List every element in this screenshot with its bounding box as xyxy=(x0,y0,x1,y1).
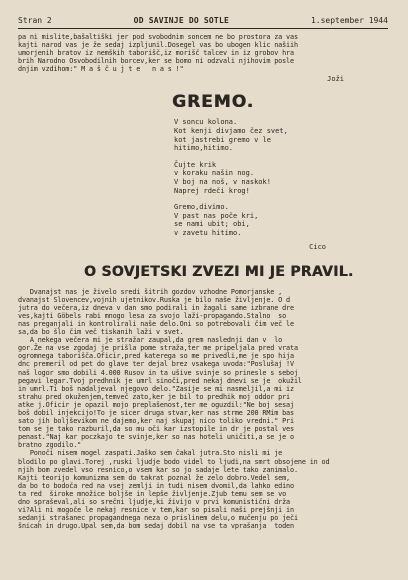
page-number: Stran 2 xyxy=(18,16,52,25)
text-line: atke j.Oficir je opazil mojo preplašenost,ter me oguzdil:"Ne boj sesaj xyxy=(18,400,294,409)
poem-line: V past nas poče kri, xyxy=(174,211,259,220)
text-line: sa,da bo šlo čim več tiskanih laži v svet. xyxy=(18,328,184,337)
text-line: pegavi legar.Tvoj predhnik je umrl sinoči,pred nekaj dnevi se je okužil xyxy=(18,376,302,385)
text-line: tom se je tako razburil,da so mu oči kar izstopile in dr je postal ves xyxy=(18,425,294,434)
text-line: njih bom zvedel vso resnico,o vsem kar so jo sadaje lete tako zanimalo. xyxy=(18,465,298,474)
text-line: naš logor smo dobili 4.000 Rusov in ta ušive svinje so prinesle s seboj xyxy=(18,368,298,377)
intro-text xyxy=(18,33,388,73)
text-line: dvanajst Slovencev,vojnih ujetnikov.Ruska je bilo naše življenje. O d xyxy=(18,295,291,304)
poem-title: GREMO. xyxy=(172,92,255,113)
newspaper-title: OD SAVINJE DO SOTLE xyxy=(133,16,229,25)
article-title: O SOVJETSKI ZVEZI MI JE PRAVIL. xyxy=(84,263,354,280)
text-line: gor.Že na vse zgodaj je prišla pome straža,ter me pripeljala pred vrata xyxy=(18,344,298,353)
text-line: vi?Ali ni mogoče le nekaj resnice v tem,kar so pisali naši prejšnji in xyxy=(18,506,294,515)
poem-signature: Cico xyxy=(309,242,326,251)
text-line: sato jih boljševikom ne dajemo,ker naj skupaj nico toliko vredni." Pri xyxy=(18,417,294,426)
text-line: blodilo po glavi.Torej ,ruski ljudje bodo videl to ljudi,na smrt obsojene in od xyxy=(18,457,330,466)
text-line: nas preganjali in kontrolirali naše delo.Oni so potrebovali čim več le xyxy=(18,319,294,328)
poem-line: v koraku našin nog. xyxy=(174,169,255,178)
poem-line: se nami ubit; obi, xyxy=(174,220,250,229)
poem xyxy=(174,118,388,237)
text-line: bratno zgodilo." xyxy=(18,441,82,450)
text-line: pa ni mislite,bašaltiški jer pod svobodnim soncem ne bo prostora za vas xyxy=(18,33,298,41)
text-line: šnicah in drugo.Upal sem,da bom sedaj dobil na vse ta vprašanja toden xyxy=(18,522,294,531)
poem-stanza xyxy=(174,203,388,237)
poem-line: Čujte krik xyxy=(174,160,217,169)
poem-line: hitimo,hitimo. xyxy=(174,144,234,153)
issue-date: 1.september 1944 xyxy=(310,16,388,25)
text-line: strahu pred okuženjem,temveč zato,ker je bil to predhik moj oddor pri xyxy=(18,392,291,401)
text-line: jutra do večera,iz dneva v dan smo podirali in žagali same izbrane dre xyxy=(18,303,294,312)
text-line: ves,kajti Göbels rabi mnogo lesa za svojo laži-propagando.Stalno so xyxy=(18,311,287,320)
page-header xyxy=(18,16,388,26)
text-line: in umrl.Ti boš nadaljeval njegovo delo."Zasije se mi nasmeljil,a mi iz xyxy=(18,384,294,393)
header-rule xyxy=(18,28,388,29)
text-line: Ponoči nisem mogel zaspati.Jaško sem čakal jutra.Sto nisli mi je xyxy=(18,449,283,458)
text-line: sedanji strašanec propagandnega neza o prislinem delu,o mučenju po ječi xyxy=(18,514,298,523)
text-line: Kajti teorijo komunizma sem do takrat poznal že zelo dobro.Vedel sem, xyxy=(18,473,291,482)
text-line: umorjenih bratov iz nemških taborišč,iz morišč talcev in iz grobov hra xyxy=(18,49,294,58)
poem-line: V boj na noš, v naskok! xyxy=(174,178,271,187)
text-line: ta red široke množice boljše in lepše življenje.Zjub temu sem se vo xyxy=(18,489,287,498)
text-line: da bo to bodoča red na vsej zemlji in tudi nisem dvomil,da lahko edino xyxy=(18,481,294,490)
poem-stanza xyxy=(174,118,388,152)
text-line: dnjim vzdihom:" M a š č u j t e n a s !" xyxy=(18,65,184,74)
text-line: boš dobil injekcijo!To je sicer druga stvar,ker nas strme 200 RMim bas xyxy=(18,409,294,417)
text-line: dno spraševal,ali so srečni ljudje,ki živijo v prvi komunistični drža xyxy=(18,498,291,507)
poem-line: Kot kenji divjamo čez svet, xyxy=(174,127,288,136)
text-line: dnc premeril od pet do glave ter dejal brez vsakega uvoda:"Poslušaj !V xyxy=(18,360,294,369)
poem-line: Gremo,divimo. xyxy=(174,203,229,212)
poem-line: kot jastrebi gremo v le xyxy=(174,135,271,144)
poem-line: V soncu kolona. xyxy=(174,118,238,127)
article-body xyxy=(18,288,388,531)
text-line: penast."Naj kar poczkajo te svinje,ker so nas hoteli uničiti,a se je o xyxy=(18,433,294,442)
text-line: Dvanajst nas je živelo sredi šitrih gozdov vzhodne Pomorjanske , xyxy=(18,287,283,296)
text-line: ogromnega taborišča.Oficir,pred katerega so me privedli,me je spo hija xyxy=(18,352,294,361)
poem-line: v zavetu hitimo. xyxy=(174,229,242,237)
poem-line: Naprej rdeči krog! xyxy=(174,186,250,195)
text-line: A nekega večera mi je stražar zaupal,da grem naslednji dan v lo xyxy=(18,336,283,345)
text-line: kajti narod vas je že sedaj izpljunil.Dosegel vas bo ubogen klic našiih xyxy=(18,41,298,50)
intro-signature: Joži xyxy=(327,75,344,84)
poem-stanza xyxy=(174,161,388,195)
text-line: brih Narodno Osvobodilnih borcev,ker se bomo ni odzvali njihovim posle xyxy=(18,57,294,66)
